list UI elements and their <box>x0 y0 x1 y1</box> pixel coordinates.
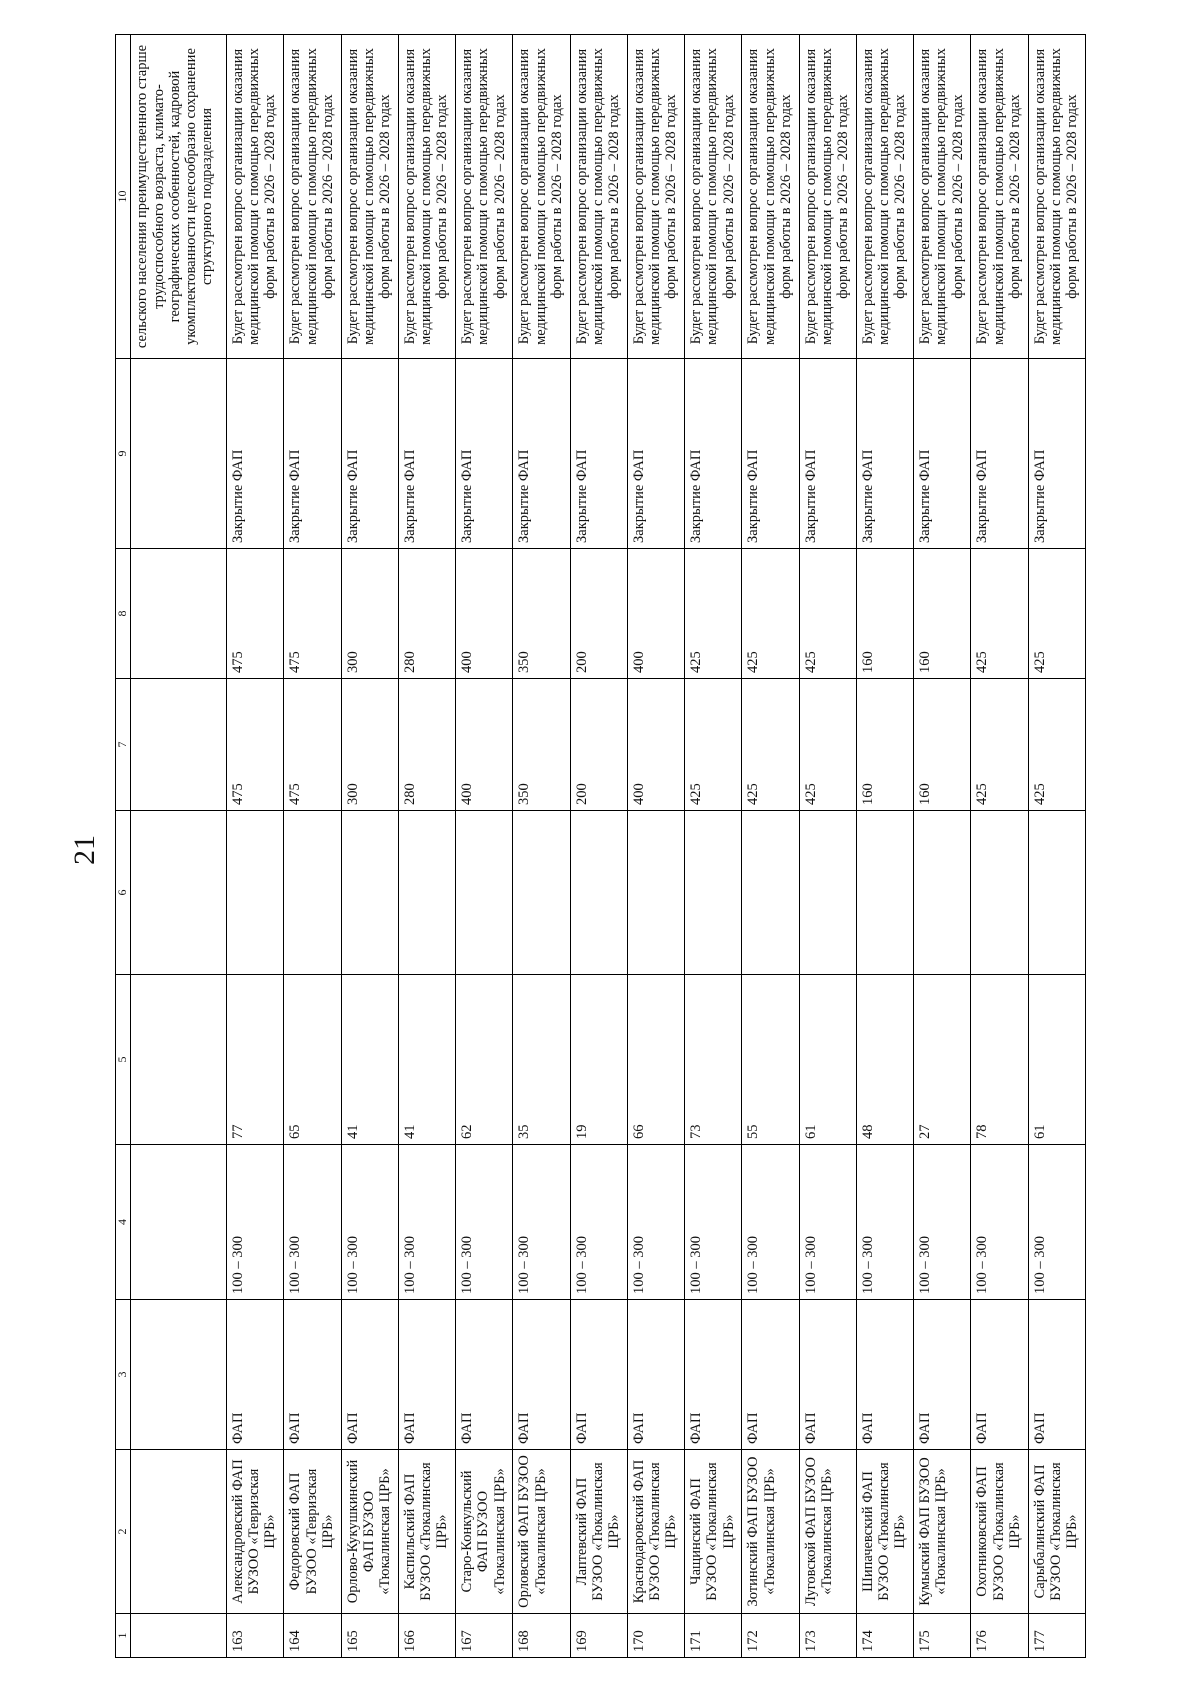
column-7-cell: 160 <box>914 679 971 811</box>
planned-action-cell: Закрытие ФАП <box>513 359 570 549</box>
row-number-cell: 174 <box>856 1614 913 1658</box>
continuation-note: сельского населения преимущественного старше трудоспособного возраста, климато-географических особенностей, кадровой укомплектованности целесообразно сохранение структурного подразделения <box>131 35 227 359</box>
column-7-cell: 400 <box>627 679 684 811</box>
column-number-header: 5 <box>116 975 131 1145</box>
planned-action-cell: Закрытие ФАП <box>398 359 455 549</box>
population-norm-cell: 100 – 300 <box>398 1145 455 1300</box>
column-8-cell: 475 <box>227 549 284 679</box>
planned-action-cell: Закрытие ФАП <box>1028 359 1085 549</box>
column-6-cell <box>627 811 684 975</box>
attached-population-cell: 77 <box>227 975 284 1145</box>
facility-name-cell: Краснодаровский ФАП БУЗОО «Тюкалинская ЦРБ» <box>627 1450 684 1614</box>
column-8-cell: 300 <box>341 549 398 679</box>
table-row <box>627 35 684 1658</box>
note-cell: Будет рассмотрен вопрос организации оказания медицинской помощи с помощью передвижных форм работы в 2026 – 2028 годах <box>856 35 913 359</box>
column-7-cell: 300 <box>341 679 398 811</box>
row-number-cell: 173 <box>799 1614 856 1658</box>
column-7-cell: 475 <box>227 679 284 811</box>
facility-name-cell: Зотинский ФАП БУЗОО «Тюкалинская ЦРБ» <box>742 1450 799 1614</box>
facility-name-cell: Охотниковский ФАП БУЗОО «Тюкалинская ЦРБ» <box>971 1450 1028 1614</box>
row-number-cell: 171 <box>685 1614 742 1658</box>
population-norm-cell: 100 – 300 <box>627 1145 684 1300</box>
planned-action-cell: Закрытие ФАП <box>685 359 742 549</box>
column-7-cell: 475 <box>284 679 341 811</box>
table-row <box>799 35 856 1658</box>
row-number-cell: 163 <box>227 1614 284 1658</box>
population-norm-cell: 100 – 300 <box>227 1145 284 1300</box>
page-number: 21 <box>68 835 101 865</box>
attached-population-cell: 48 <box>856 975 913 1145</box>
note-cell: Будет рассмотрен вопрос организации оказания медицинской помощи с помощью передвижных форм работы в 2026 – 2028 годах <box>341 35 398 359</box>
column-8-cell: 400 <box>627 549 684 679</box>
facility-name-cell: Лаптевский ФАП БУЗОО «Тюкалинская ЦРБ» <box>570 1450 627 1614</box>
attached-population-cell: 61 <box>1028 975 1085 1145</box>
column-8-cell: 425 <box>1028 549 1085 679</box>
continuation-row <box>131 35 227 1658</box>
table-row <box>856 35 913 1658</box>
table-row <box>341 35 398 1658</box>
column-7-cell: 200 <box>570 679 627 811</box>
facility-name-cell: Шипачевский ФАП БУЗОО «Тюкалинская ЦРБ» <box>856 1450 913 1614</box>
column-6-cell <box>742 811 799 975</box>
facility-type-cell: ФАП <box>742 1300 799 1450</box>
planned-action-cell: Закрытие ФАП <box>742 359 799 549</box>
facility-type-cell: ФАП <box>799 1300 856 1450</box>
note-cell: Будет рассмотрен вопрос организации оказания медицинской помощи с помощью передвижных форм работы в 2026 – 2028 годах <box>627 35 684 359</box>
column-7-cell: 425 <box>685 679 742 811</box>
planned-action-cell: Закрытие ФАП <box>856 359 913 549</box>
column-6-cell <box>513 811 570 975</box>
column-number-header: 6 <box>116 811 131 975</box>
facility-name-cell: Каспильский ФАП БУЗОО «Тюкалинская ЦРБ» <box>398 1450 455 1614</box>
row-number-cell: 177 <box>1028 1614 1085 1658</box>
attached-population-cell: 65 <box>284 975 341 1145</box>
table-row <box>570 35 627 1658</box>
column-7-cell: 425 <box>799 679 856 811</box>
table-row <box>914 35 971 1658</box>
population-norm-cell: 100 – 300 <box>856 1145 913 1300</box>
facility-type-cell: ФАП <box>856 1300 913 1450</box>
attached-population-cell: 61 <box>799 975 856 1145</box>
attached-population-cell: 55 <box>742 975 799 1145</box>
column-number-header: 8 <box>116 549 131 679</box>
column-number-header: 10 <box>116 35 131 359</box>
facility-type-cell: ФАП <box>685 1300 742 1450</box>
facility-name-cell: Федоровский ФАП БУЗОО «Тевризская ЦРБ» <box>284 1450 341 1614</box>
rotated-table-container <box>115 35 1086 1658</box>
attached-population-cell: 62 <box>456 975 513 1145</box>
table-row <box>227 35 284 1658</box>
population-norm-cell: 100 – 300 <box>513 1145 570 1300</box>
column-6-cell <box>227 811 284 975</box>
attached-population-cell: 41 <box>398 975 455 1145</box>
planned-action-cell: Закрытие ФАП <box>799 359 856 549</box>
row-number-cell: 165 <box>341 1614 398 1658</box>
planned-action-cell: Закрытие ФАП <box>971 359 1028 549</box>
note-cell: Будет рассмотрен вопрос организации оказания медицинской помощи с помощью передвижных форм работы в 2026 – 2028 годах <box>914 35 971 359</box>
column-number-header: 9 <box>116 359 131 549</box>
planned-action-cell: Закрытие ФАП <box>914 359 971 549</box>
row-number-cell: 166 <box>398 1614 455 1658</box>
row-number-cell: 169 <box>570 1614 627 1658</box>
column-number-header: 4 <box>116 1145 131 1300</box>
column-7-cell: 400 <box>456 679 513 811</box>
note-cell: Будет рассмотрен вопрос организации оказания медицинской помощи с помощью передвижных форм работы в 2026 – 2028 годах <box>1028 35 1085 359</box>
facility-type-cell: ФАП <box>227 1300 284 1450</box>
planned-action-cell: Закрытие ФАП <box>456 359 513 549</box>
population-norm-cell: 100 – 300 <box>284 1145 341 1300</box>
note-cell: Будет рассмотрен вопрос организации оказания медицинской помощи с помощью передвижных форм работы в 2026 – 2028 годах <box>398 35 455 359</box>
column-8-cell: 425 <box>685 549 742 679</box>
note-cell: Будет рассмотрен вопрос организации оказания медицинской помощи с помощью передвижных форм работы в 2026 – 2028 годах <box>971 35 1028 359</box>
column-8-cell: 350 <box>513 549 570 679</box>
column-6-cell <box>685 811 742 975</box>
facility-type-cell: ФАП <box>971 1300 1028 1450</box>
column-6-cell <box>971 811 1028 975</box>
planned-action-cell: Закрытие ФАП <box>227 359 284 549</box>
row-number-cell: 175 <box>914 1614 971 1658</box>
note-cell: Будет рассмотрен вопрос организации оказания медицинской помощи с помощью передвижных форм работы в 2026 – 2028 годах <box>284 35 341 359</box>
note-cell: Будет рассмотрен вопрос организации оказания медицинской помощи с помощью передвижных форм работы в 2026 – 2028 годах <box>227 35 284 359</box>
attached-population-cell: 66 <box>627 975 684 1145</box>
facility-type-cell: ФАП <box>570 1300 627 1450</box>
note-cell: Будет рассмотрен вопрос организации оказания медицинской помощи с помощью передвижных форм работы в 2026 – 2028 годах <box>570 35 627 359</box>
facility-type-cell: ФАП <box>914 1300 971 1450</box>
facility-type-cell: ФАП <box>456 1300 513 1450</box>
column-7-cell: 350 <box>513 679 570 811</box>
facility-type-cell: ФАП <box>284 1300 341 1450</box>
population-norm-cell: 100 – 300 <box>570 1145 627 1300</box>
row-number-cell: 167 <box>456 1614 513 1658</box>
row-number-cell: 172 <box>742 1614 799 1658</box>
column-6-cell <box>284 811 341 975</box>
column-8-cell: 160 <box>914 549 971 679</box>
column-8-cell: 425 <box>799 549 856 679</box>
planned-action-cell: Закрытие ФАП <box>284 359 341 549</box>
column-7-cell: 425 <box>1028 679 1085 811</box>
column-8-cell: 425 <box>742 549 799 679</box>
population-norm-cell: 100 – 300 <box>914 1145 971 1300</box>
column-6-cell <box>799 811 856 975</box>
column-6-cell <box>341 811 398 975</box>
attached-population-cell: 19 <box>570 975 627 1145</box>
table-row <box>398 35 455 1658</box>
population-norm-cell: 100 – 300 <box>799 1145 856 1300</box>
column-6-cell <box>914 811 971 975</box>
row-number-cell: 164 <box>284 1614 341 1658</box>
column-6-cell <box>856 811 913 975</box>
attached-population-cell: 41 <box>341 975 398 1145</box>
column-6-cell <box>456 811 513 975</box>
column-6-cell <box>570 811 627 975</box>
column-number-header: 2 <box>116 1450 131 1614</box>
facility-name-cell: Чащинский ФАП БУЗОО «Тюкалинская ЦРБ» <box>685 1450 742 1614</box>
planned-action-cell: Закрытие ФАП <box>570 359 627 549</box>
column-8-cell: 475 <box>284 549 341 679</box>
attached-population-cell: 35 <box>513 975 570 1145</box>
note-cell: Будет рассмотрен вопрос организации оказания медицинской помощи с помощью передвижных форм работы в 2026 – 2028 годах <box>685 35 742 359</box>
attached-population-cell: 78 <box>971 975 1028 1145</box>
table-row <box>456 35 513 1658</box>
facility-type-cell: ФАП <box>1028 1300 1085 1450</box>
facility-name-cell: Сарыбалинский ФАП БУЗОО «Тюкалинская ЦРБ» <box>1028 1450 1085 1614</box>
column-number-header: 1 <box>116 1614 131 1658</box>
column-number-header: 7 <box>116 679 131 811</box>
table-body <box>227 35 1086 1658</box>
population-norm-cell: 100 – 300 <box>456 1145 513 1300</box>
attached-population-cell: 73 <box>685 975 742 1145</box>
note-cell: Будет рассмотрен вопрос организации оказания медицинской помощи с помощью передвижных форм работы в 2026 – 2028 годах <box>742 35 799 359</box>
population-norm-cell: 100 – 300 <box>341 1145 398 1300</box>
planned-action-cell: Закрытие ФАП <box>627 359 684 549</box>
population-norm-cell: 100 – 300 <box>971 1145 1028 1300</box>
attached-population-cell: 27 <box>914 975 971 1145</box>
table-row <box>971 35 1028 1658</box>
column-6-cell <box>1028 811 1085 975</box>
table-row <box>513 35 570 1658</box>
note-cell: Будет рассмотрен вопрос организации оказания медицинской помощи с помощью передвижных форм работы в 2026 – 2028 годах <box>799 35 856 359</box>
column-8-cell: 400 <box>456 549 513 679</box>
facility-name-cell: Луговской ФАП БУЗОО «Тюкалинская ЦРБ» <box>799 1450 856 1614</box>
column-8-cell: 200 <box>570 549 627 679</box>
column-8-cell: 280 <box>398 549 455 679</box>
facility-type-cell: ФАП <box>341 1300 398 1450</box>
table-row <box>284 35 341 1658</box>
facility-type-cell: ФАП <box>513 1300 570 1450</box>
column-number-header: 3 <box>116 1300 131 1450</box>
facility-name-cell: Орлово-Кукушкинский ФАП БУЗОО «Тюкалинская ЦРБ» <box>341 1450 398 1614</box>
facility-type-cell: ФАП <box>627 1300 684 1450</box>
population-norm-cell: 100 – 300 <box>685 1145 742 1300</box>
table-row <box>685 35 742 1658</box>
facility-type-cell: ФАП <box>398 1300 455 1450</box>
column-8-cell: 425 <box>971 549 1028 679</box>
facility-name-cell: Старо-Конкульский ФАП БУЗОО «Тюкалинская ЦРБ» <box>456 1450 513 1614</box>
row-number-cell: 168 <box>513 1614 570 1658</box>
note-cell: Будет рассмотрен вопрос организации оказания медицинской помощи с помощью передвижных форм работы в 2026 – 2028 годах <box>513 35 570 359</box>
facility-name-cell: Кумыский ФАП БУЗОО «Тюкалинская ЦРБ» <box>914 1450 971 1614</box>
header-row <box>116 35 131 1658</box>
planned-action-cell: Закрытие ФАП <box>341 359 398 549</box>
row-number-cell: 170 <box>627 1614 684 1658</box>
column-7-cell: 425 <box>971 679 1028 811</box>
facility-name-cell: Орловский ФАП БУЗОО «Тюкалинская ЦРБ» <box>513 1450 570 1614</box>
population-norm-cell: 100 – 300 <box>1028 1145 1085 1300</box>
row-number-cell: 176 <box>971 1614 1028 1658</box>
note-cell: Будет рассмотрен вопрос организации оказания медицинской помощи с помощью передвижных форм работы в 2026 – 2028 годах <box>456 35 513 359</box>
facility-name-cell: Александровский ФАП БУЗОО «Тевризская ЦРБ» <box>227 1450 284 1614</box>
column-8-cell: 160 <box>856 549 913 679</box>
population-norm-cell: 100 – 300 <box>742 1145 799 1300</box>
table-row <box>1028 35 1085 1658</box>
facilities-table <box>115 34 1086 1658</box>
column-7-cell: 425 <box>742 679 799 811</box>
column-7-cell: 160 <box>856 679 913 811</box>
column-7-cell: 280 <box>398 679 455 811</box>
column-6-cell <box>398 811 455 975</box>
table-row <box>742 35 799 1658</box>
